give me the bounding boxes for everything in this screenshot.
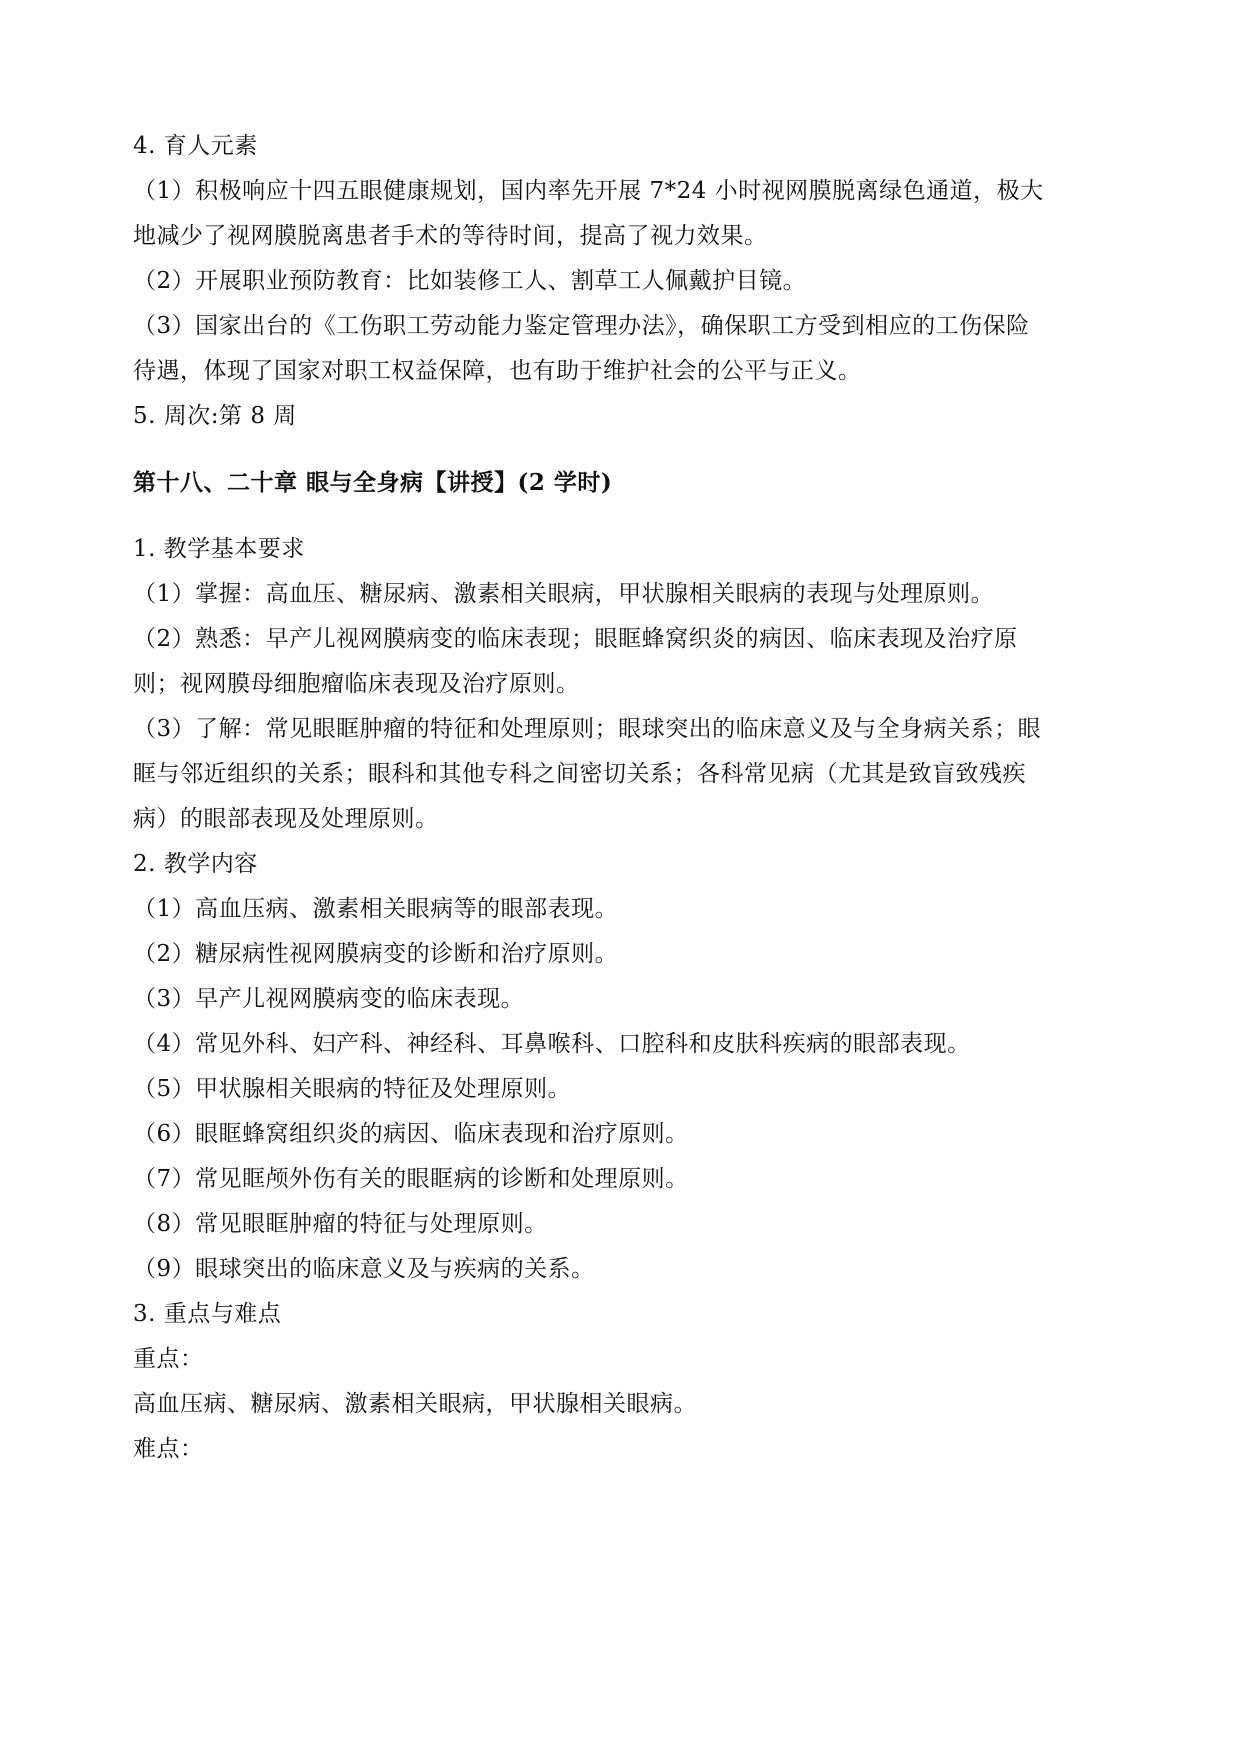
section4-item3-line2: 待遇，体现了国家对职工权益保障，也有助于维护社会的公平与正义。 xyxy=(133,358,862,384)
section5-heading: 5. 周次:第 8 周 xyxy=(133,403,297,429)
section4-item3-line1: （3）国家出台的《工伤职工劳动能力鉴定管理办法》，确保职工方受到相应的工伤保险 xyxy=(133,313,1030,339)
key-text: 高血压病、糖尿病、激素相关眼病，甲状腺相关眼病。 xyxy=(133,1391,697,1417)
requirement-2-line1: （2）熟悉：早产儿视网膜病变的临床表现；眼眶蜂窝织炎的病因、临床表现及治疗原 xyxy=(133,626,1018,652)
content-item-9: （9）眼球突出的临床意义及与疾病的关系。 xyxy=(133,1256,595,1282)
difficulty-label: 难点： xyxy=(133,1436,204,1462)
requirement-3-line3: 病）的眼部表现及处理原则。 xyxy=(133,806,439,832)
content-item-6: （6）眼眶蜂窝组织炎的病因、临床表现和治疗原则。 xyxy=(133,1121,689,1147)
section4-item2-line1: （2）开展职业预防教育：比如装修工人、割草工人佩戴护目镜。 xyxy=(133,268,807,294)
requirement-2-line2: 则；视网膜母细胞瘤临床表现及治疗原则。 xyxy=(133,671,580,697)
content-item-3: （3）早产儿视网膜病变的临床表现。 xyxy=(133,986,525,1012)
content-item-5: （5）甲状腺相关眼病的特征及处理原则。 xyxy=(133,1076,572,1102)
content-item-1: （1）高血压病、激素相关眼病等的眼部表现。 xyxy=(133,896,619,922)
content-item-7: （7）常见眶颅外伤有关的眼眶病的诊断和处理原则。 xyxy=(133,1166,689,1192)
section4-item1-line2: 地减少了视网膜脱离患者手术的等待时间，提高了视力效果。 xyxy=(133,223,768,249)
chapter-title: 第十八、二十章 眼与全身病【讲授】(2 学时) xyxy=(133,469,613,496)
section4-item1-line1: （1）积极响应十四五眼健康规划，国内率先开展 7*24 小时视网膜脱离绿色通道，极大 xyxy=(133,178,1044,204)
content-item-4: （4）常见外科、妇产科、神经科、耳鼻喉科、口腔科和皮肤科疾病的眼部表现。 xyxy=(133,1031,971,1057)
content-item-8: （8）常见眼眶肿瘤的特征与处理原则。 xyxy=(133,1211,548,1237)
requirement-1-line1: （1）掌握：高血压、糖尿病、激素相关眼病，甲状腺相关眼病的表现与处理原则。 xyxy=(133,581,995,607)
key-label: 重点： xyxy=(133,1346,204,1372)
section4-heading: 4. 育人元素 xyxy=(133,133,258,159)
requirements-heading: 1. 教学基本要求 xyxy=(133,536,305,562)
requirement-3-line2: 眶与邻近组织的关系；眼科和其他专科之间密切关系；各科常见病（尤其是致盲致残疾 xyxy=(133,761,1026,787)
requirement-3-line1: （3）了解：常见眼眶肿瘤的特征和处理原则；眼球突出的临床意义及与全身病关系；眼 xyxy=(133,716,1042,742)
content-heading: 2. 教学内容 xyxy=(133,851,258,877)
content-item-2: （2）糖尿病性视网膜病变的诊断和治疗原则。 xyxy=(133,941,619,967)
keypoints-heading: 3. 重点与难点 xyxy=(133,1301,282,1327)
